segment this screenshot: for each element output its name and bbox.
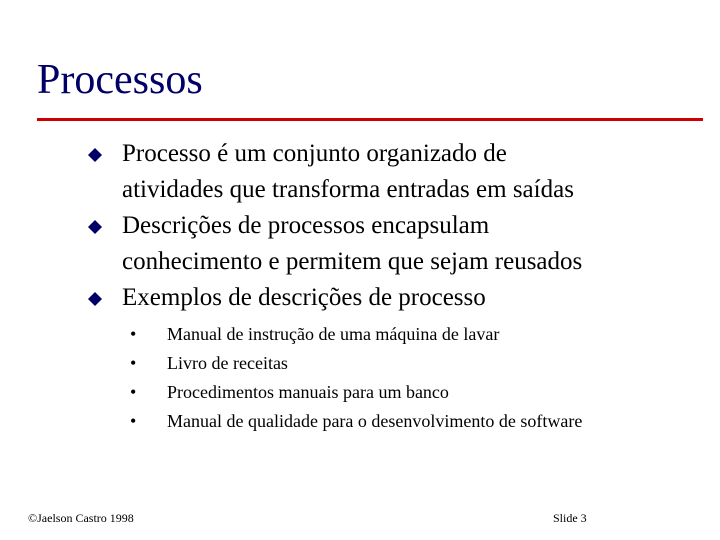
footer-slide-number: Slide 3 xyxy=(553,511,587,525)
title-divider xyxy=(37,118,703,121)
sub-bullet-dot: • xyxy=(130,411,137,431)
diamond-bullet-icon xyxy=(88,148,102,162)
diamond-bullet-icon xyxy=(88,292,102,306)
sub-bullet-item: Manual de qualidade para o desenvolvimento de software xyxy=(167,411,583,431)
sub-bullet-item: Procedimentos manuais para um banco xyxy=(167,382,449,402)
sub-bullet-dot: • xyxy=(130,353,137,373)
bullet-1-line-2: atividades que transforma entradas em saídas xyxy=(122,176,574,203)
diamond-bullet-icon xyxy=(88,220,102,234)
sub-bullet-dot: • xyxy=(130,382,137,402)
bullet-3-line-1: Exemplos de descrições de processo xyxy=(122,284,486,311)
bullet-2-line-2: conhecimento e permitem que sejam reusados xyxy=(122,248,583,275)
sub-bullet-dot: • xyxy=(130,324,137,344)
slide-title: Processos xyxy=(37,57,203,103)
sub-bullet-item: Livro de receitas xyxy=(167,353,288,373)
bullet-1-line-1: Processo é um conjunto organizado de xyxy=(122,140,507,167)
bullet-2-line-1: Descrições de processos encapsulam xyxy=(122,212,490,239)
sub-bullet-item: Manual de instrução de uma máquina de lavar xyxy=(167,324,500,344)
footer-copyright: ©Jaelson Castro 1998 xyxy=(28,511,134,525)
